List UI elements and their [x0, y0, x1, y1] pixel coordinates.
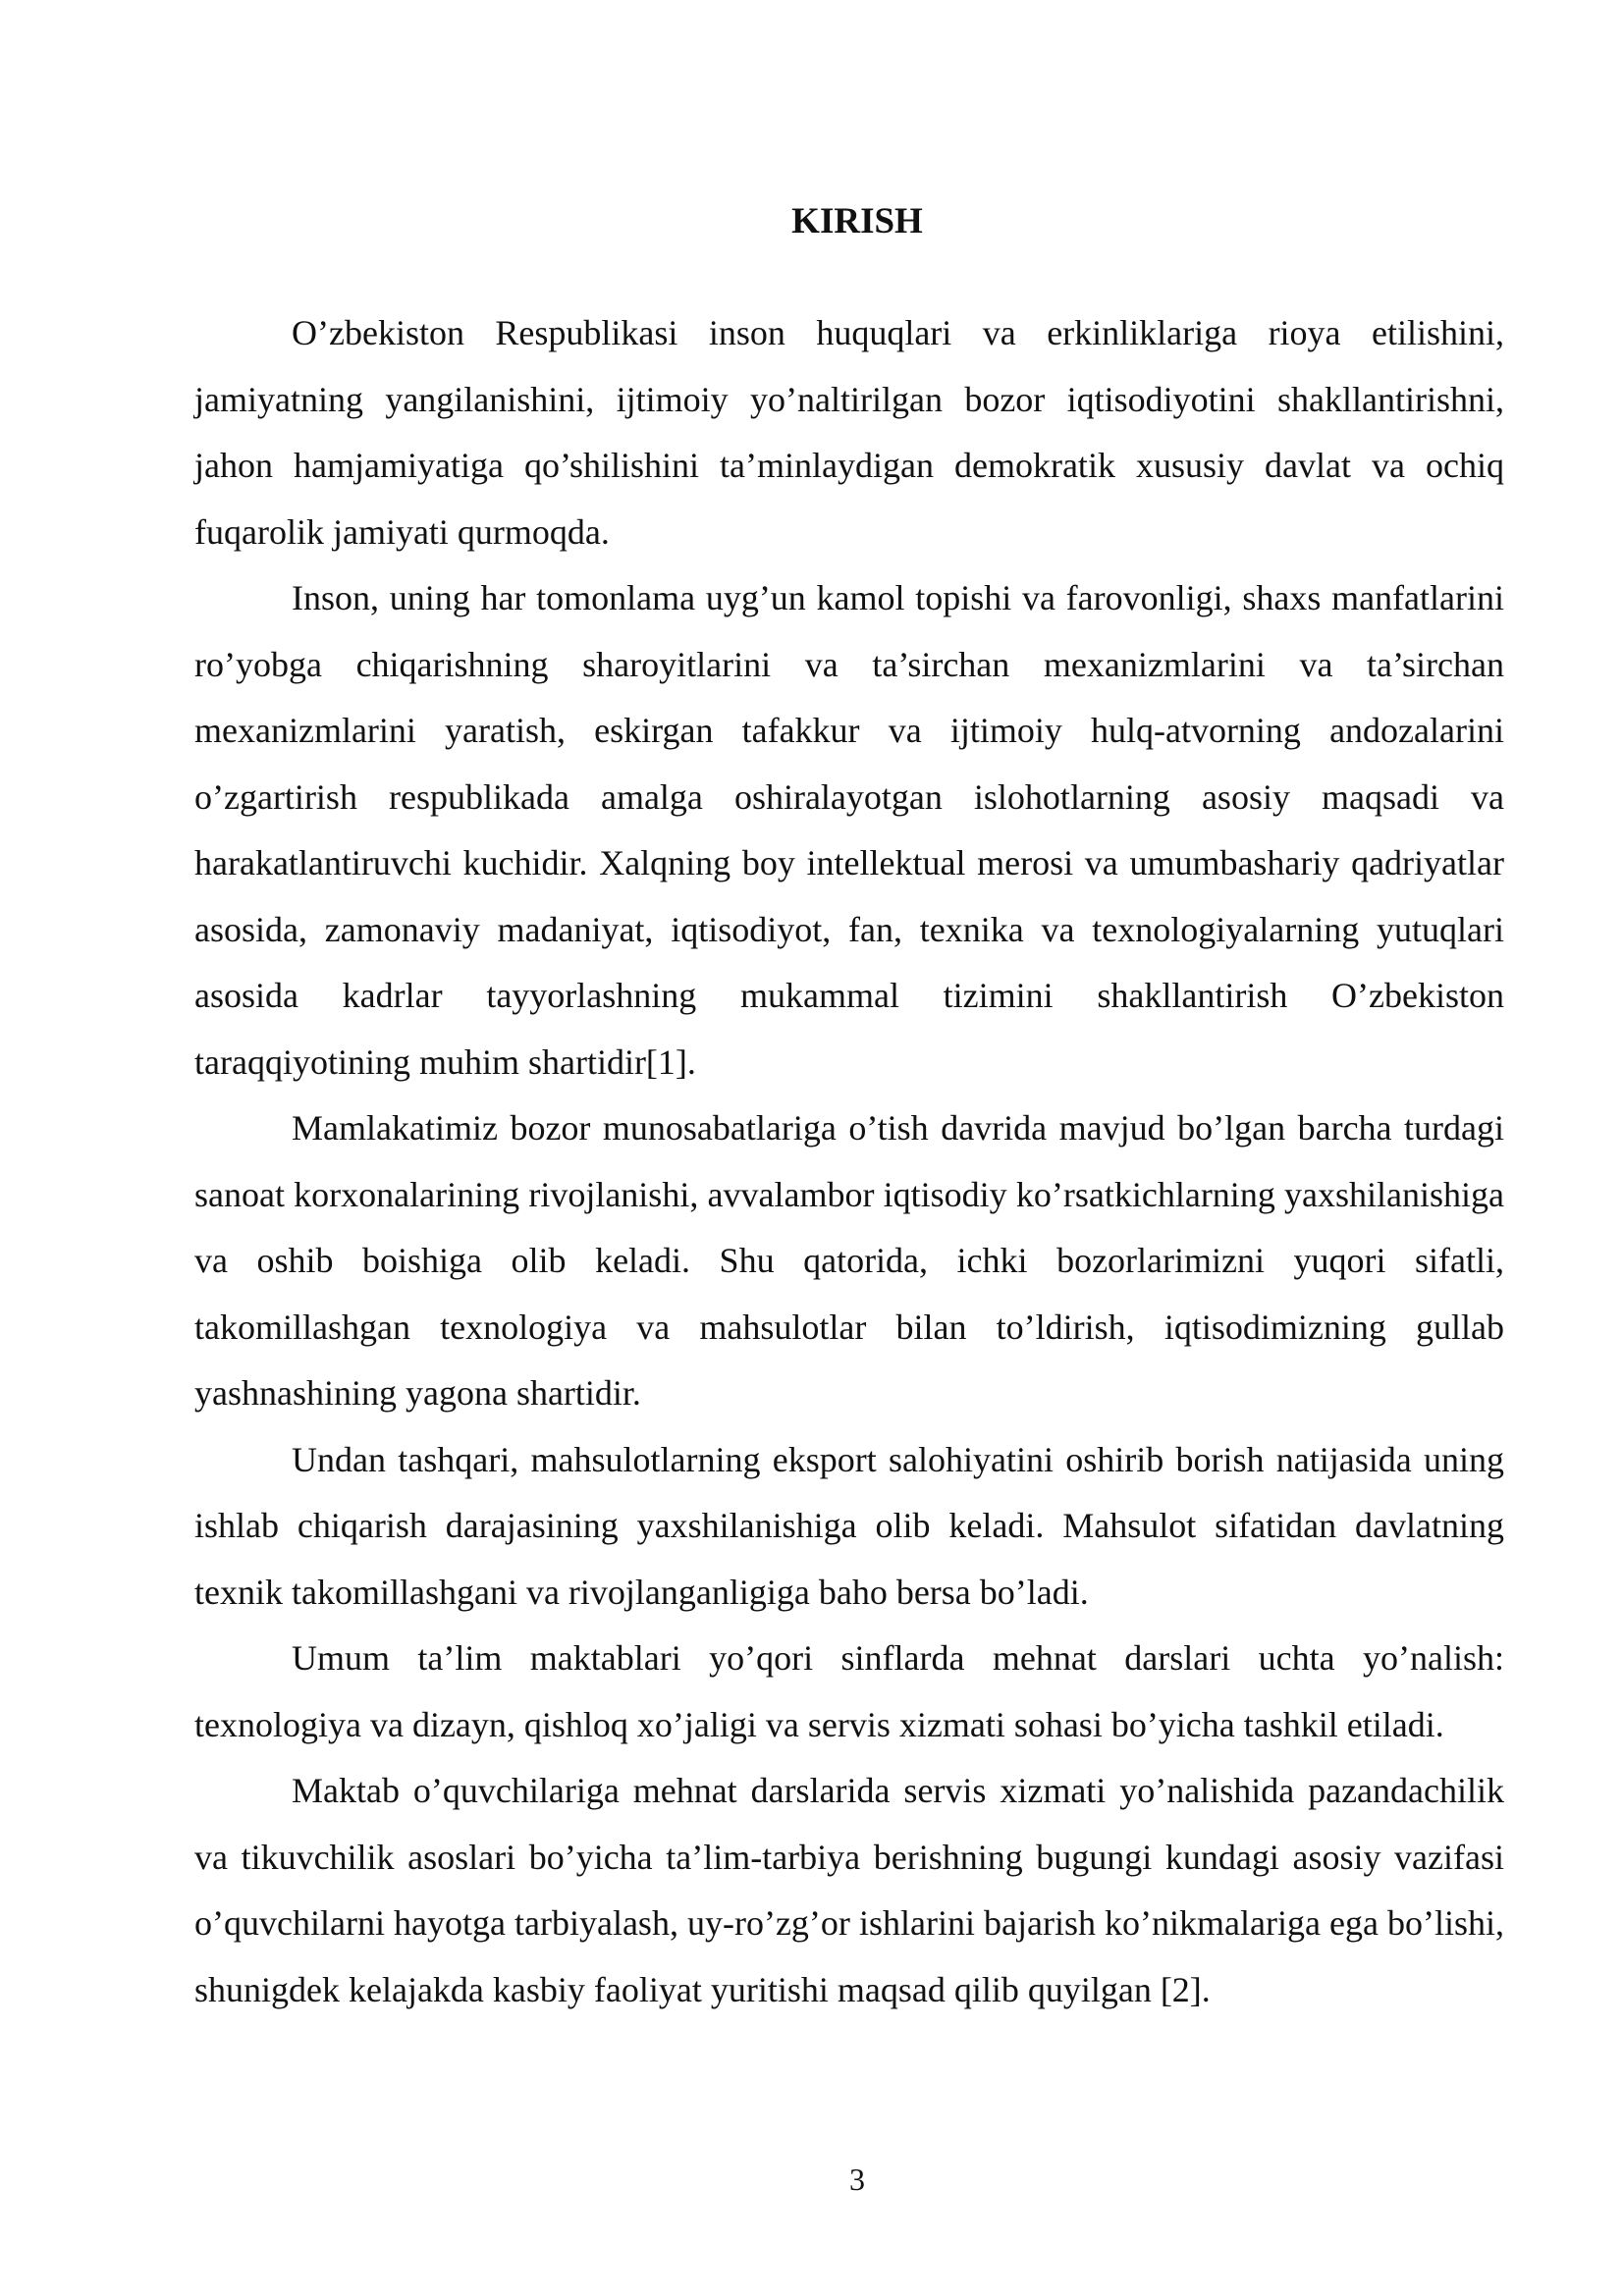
paragraph: Umum ta’lim maktablari yo’qori sinflarda mehnat darslari uchta yo’nalish: texnologiya va dizayn, qishloq xo’jaligi va servis xizmati sohasi bo’yicha tashkil etiladi.	[194, 1638, 1504, 1744]
paragraph: O’zbekiston Respublikasi inson huquqlari va erkinliklariga rioya etilishini, jamiyatning yangilanishini, ijtimoiy yo’naltirilgan bozor iqtisodiyotini shakllantirishni, jahon hamjamiyatiga qo’shilishini ta’minlaydigan demokratik xususiy davlat va ochiq fuqarolik jamiyati qurmoqda.	[194, 313, 1504, 552]
paragraph: Maktab o’quvchilariga mehnat darslarida servis xizmati yo’nalishida pazandachilik va tikuvchilik asoslari bo’yicha ta’lim-tarbiya berishning bugungi kundagi asosiy vazifasi o’quvchilarni hayotga tarbiyalash, uy-ro’zg’or ishlarini bajarish ko’nikmalariga ega bo’lishi, shunigdek kelajakda kasbiy faoliyat yuritishi maqsad qilib quyilgan [2].	[194, 1771, 1504, 2009]
paragraph: Undan tashqari, mahsulotlarning eksport salohiyatini oshirib borish natijasida uning ishlab chiqarish darajasining yaxshilanishiga olib keladi. Mahsulot sifatidan davlatning texnik takomillashgani va rivojlanganligiga baho bersa bo’ladi.	[194, 1439, 1504, 1612]
page-number: 3	[849, 2162, 865, 2197]
paragraph: Mamlakatimiz bozor munosabatlariga o’tish davrida mavjud bo’lgan barcha turdagi sanoat korxonalarining rivojlanishi, avvalambor iqtisodiy ko’rsatkichlarning yaxshilanishiga va oshib boishiga olib keladi. Shu qatorida, ichki bozorlarimizni yuqori sifatli, takomillashgan texnologiya va mahsulotlar bilan to’ldirish, iqtisodimizning gullab yashnashining yagona shartidir.	[194, 1108, 1504, 1413]
section-title: KIRISH	[791, 201, 923, 241]
paragraph: Inson, uning har tomonlama uyg’un kamol topishi va farovonligi, shaxs manfatlarini ro’yobga chiqarishning sharoyitlarini va ta’sirchan mexanizmlarini va ta’sirchan mexanizmlarini yaratish, eskirgan tafakkur va ijtimoiy hulq-atvorning andozalarini o’zgartirish respublikada amalga oshiralayotgan islohotlarning asosiy maqsadi va harakatlantiruvchi kuchidir. Xalqning boy intellektual merosi va umumbashariy qadriyatlar asosida, zamonaviy madaniyat, iqtisodiyot, fan, texnika va texnologiyalarning yutuqlari asosida kadrlar tayyorlashning mukammal tizimini shakllantirish O’zbekiston taraqqiyotining muhim shartidir[1].	[194, 578, 1504, 1082]
body-text	[194, 300, 1504, 2023]
